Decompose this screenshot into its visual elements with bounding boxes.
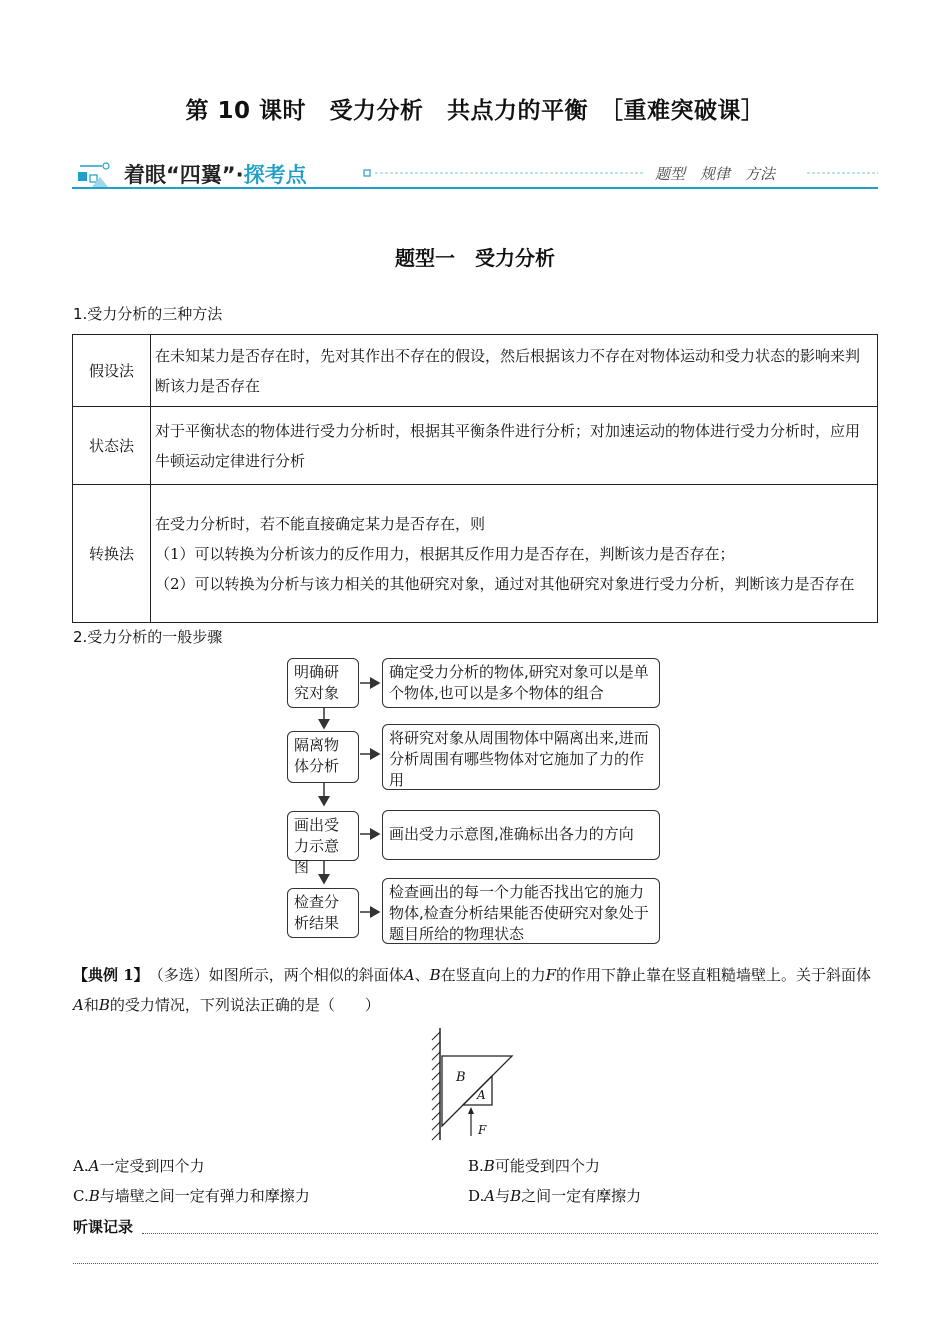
option-c[interactable] [73,1185,310,1206]
method-desc-line: 在受力分析时，若不能直接确定某力是否存在，则 [155,514,486,533]
method-desc-line: （1）可以转换为分析该力的反作用力，根据其反作用力是否存在，判断该力是否存在； [155,544,735,563]
example-var: A [73,996,84,1014]
option-letter: C. [73,1187,89,1205]
table-row [73,335,878,407]
label-b: B [456,1070,466,1085]
method-name: 假设法 [73,335,151,407]
option-letter: B. [468,1157,484,1175]
option-var: A [484,1187,496,1205]
notes-line[interactable] [142,1233,878,1234]
example-text: 的作用下静止靠在竖直粗糙墙壁上。关于斜面体 [556,966,872,984]
example-var: B [429,966,441,984]
example-text: 、 [414,966,430,984]
option-var: B [510,1187,522,1205]
option-var: B [88,1187,100,1205]
banner-title-part2: 探考点 [243,163,307,187]
methods-table [72,334,878,623]
flow-desc: 将研究对象从周围物体中隔离出来,进而分析周围有哪些物体对它施加了力的作用 [382,724,660,790]
banner-title-part1: 着眼“四翼”· [124,163,244,187]
option-var: B [483,1157,495,1175]
methods-heading: 1.受力分析的三种方法 [73,305,223,323]
method-desc: 在未知某力是否存在时，先对其作出不存在的假设，然后根据该力不存在对物体运动和受力状态的影响来判断该力是否存在 [151,335,878,407]
banner-subtitle: 题型 规律 方法 [655,165,776,183]
table-row [73,485,878,623]
table-row [73,407,878,485]
option-text: 与墙壁之间一定有弹力和摩擦力 [99,1187,310,1205]
example-text: 和 [83,996,99,1014]
flow-step: 画出受力示意图 [287,811,359,861]
option-d[interactable] [468,1185,641,1206]
steps-heading: 2.受力分析的一般步骤 [73,628,223,646]
page-title: 第 10 课时 受力分析 共点力的平衡 ［重难突破课］ [185,98,765,124]
banner-title [124,159,307,189]
option-var: A [88,1157,100,1175]
example-text: 的受力情况，下列说法正确的是（ ） [109,996,380,1014]
banner-square-icon [78,172,87,181]
example-question [73,960,879,1020]
example-tag: 【典例 1】 [73,966,142,984]
example-text: 在竖直向上的力 [440,966,546,984]
notes-line[interactable] [73,1263,878,1264]
option-text: 可能受到四个力 [494,1157,600,1175]
example-type: （多选） [156,966,209,984]
label-f: F [478,1123,487,1137]
flow-desc: 检查画出的每一个力能否找出它的施力物体,检查分析结果能否使研究对象处于题目所给的物理状态 [382,878,660,944]
option-a[interactable] [73,1155,204,1176]
example-figure [428,1026,524,1144]
label-a: A [477,1088,486,1102]
section-title: 题型一 受力分析 [395,246,555,270]
method-name: 转换法 [73,485,151,623]
method-desc: 对于平衡状态的物体进行受力分析时，根据其平衡条件进行分析；对加速运动的物体进行受力分析时，应用牛顿运动定律进行分析 [151,407,878,485]
example-var: A [403,966,415,984]
method-desc-line: （2）可以转换为分析与该力相关的其他研究对象，通过对其他研究对象进行受力分析，判断该力是否存在 [155,574,855,593]
option-letter: A. [73,1157,89,1175]
example-var: B [98,996,110,1014]
option-text: 与 [495,1187,511,1205]
option-text: 之间一定有摩擦力 [521,1187,642,1205]
flow-step: 隔离物体分析 [287,731,359,783]
example-var: F [545,966,557,984]
option-text: 一定受到四个力 [99,1157,205,1175]
flow-desc: 画出受力示意图,准确标出各力的方向 [382,810,660,860]
flow-desc: 确定受力分析的物体,研究对象可以是单个物体,也可以是多个物体的组合 [382,658,660,708]
example-text: 如图所示，两个相似的斜面体 [208,966,404,984]
option-letter: D. [468,1187,485,1205]
method-desc [151,485,878,623]
method-name: 状态法 [73,407,151,485]
notes-label: 听课记录 [73,1218,134,1236]
option-b[interactable] [468,1155,600,1176]
flow-step: 明确研究对象 [287,658,359,708]
flow-step: 检查分析结果 [287,888,359,938]
